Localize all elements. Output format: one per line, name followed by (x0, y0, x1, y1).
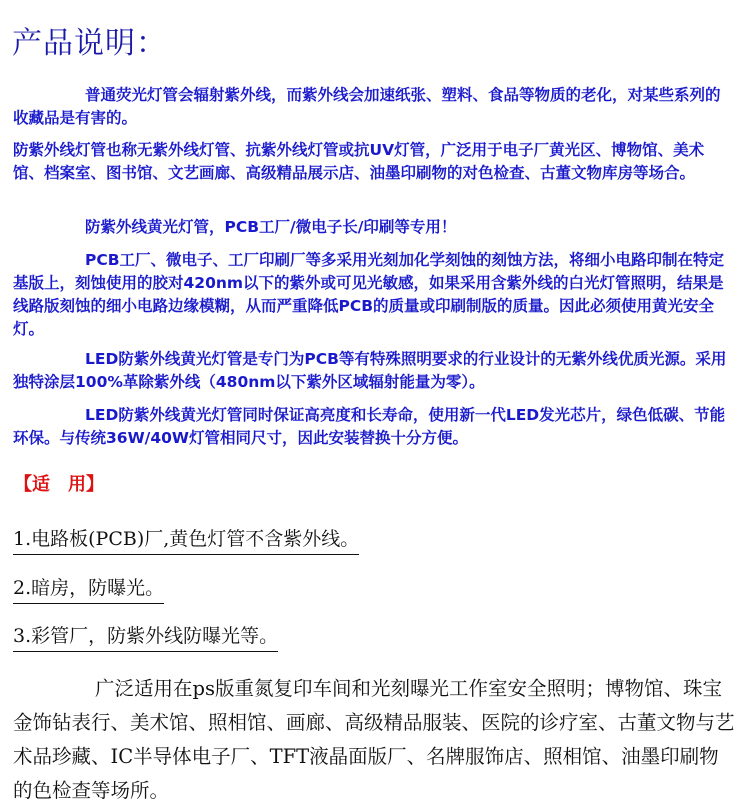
usage-item-tube-factory: 3.彩管厂，防紫外线防曝光等。 (13, 621, 278, 652)
usage-item-pcb: 1.电路板(PCB)厂,黄色灯管不含紫外线。 (13, 524, 359, 555)
applications-paragraph (13, 672, 738, 808)
paragraph-uv-free-tube-uses (13, 139, 733, 185)
paragraph-uv-harm (13, 84, 733, 130)
page-title: 产品说明： (12, 26, 167, 61)
paragraph-text: 防紫外线黄光灯管，PCB工厂/微电子长/印刷等专用！ (85, 218, 457, 236)
paragraph-text: LED防紫外线黄光灯管是专门为PCB等有特殊照明要求的行业设计的无紫外线优质光源。采用独特涂层100%革除紫外线（480nm以下紫外区域辐射能量为零）。 (13, 350, 727, 391)
usage-item-darkroom: 2.暗房，防曝光。 (13, 573, 164, 604)
paragraph-yellow-tube-intro (13, 216, 733, 239)
paragraph-text: LED防紫外线黄光灯管同时保证高亮度和长寿命，使用新一代LED发光芯片，绿色低碳、节能环保。与传统36W/40W灯管相同尺寸，因此安装替换十分方便。 (13, 406, 726, 447)
paragraph-led-lifetime (13, 404, 733, 450)
paragraph-text: PCB工厂、微电子、工厂印刷厂等多采用光刻加化学刻蚀的刻蚀方法，将细小电路印制在特定基版上，刻蚀使用的胶对420nm以下的紫外或可见光敏感，如果采用含紫外线的白光灯管照明，结果是线路版刻蚀的细小电路边缘模糊，从而严重降低PCB的质量或印刷制版的质量。因此必须使用黄光安全灯。 (13, 251, 725, 338)
paragraph-text: 普通荧光灯管会辐射紫外线，而紫外线会加速纸张、塑料、食品等物质的老化，对某些系列的收藏品是有害的。 (13, 86, 721, 127)
applications-text: 广泛适用在ps版重氮复印车间和光刻曝光工作室安全照明；博物馆、珠宝金饰钻表行、美术馆、照相馆、画廊、高级精品服装、医院的诊疗室、古董文物与艺术品珍藏、IC半导体电子厂、TFT液晶面版厂、名牌服饰店、照相馆、油墨印刷物的色检查等场所。 (13, 677, 735, 802)
section-heading-applicable: 【适 用】 (14, 474, 104, 495)
paragraph-led-coating (13, 348, 733, 394)
paragraph-pcb-etching (13, 249, 733, 341)
paragraph-text: 防紫外线灯管也称无紫外线灯管、抗紫外线灯管或抗UV灯管，广泛用于电子厂黄光区、博物馆、美术馆、档案室、图书馆、文艺画廊、高级精品展示店、油墨印刷物的对色检查、古董文物库房等场合。 (13, 141, 705, 182)
